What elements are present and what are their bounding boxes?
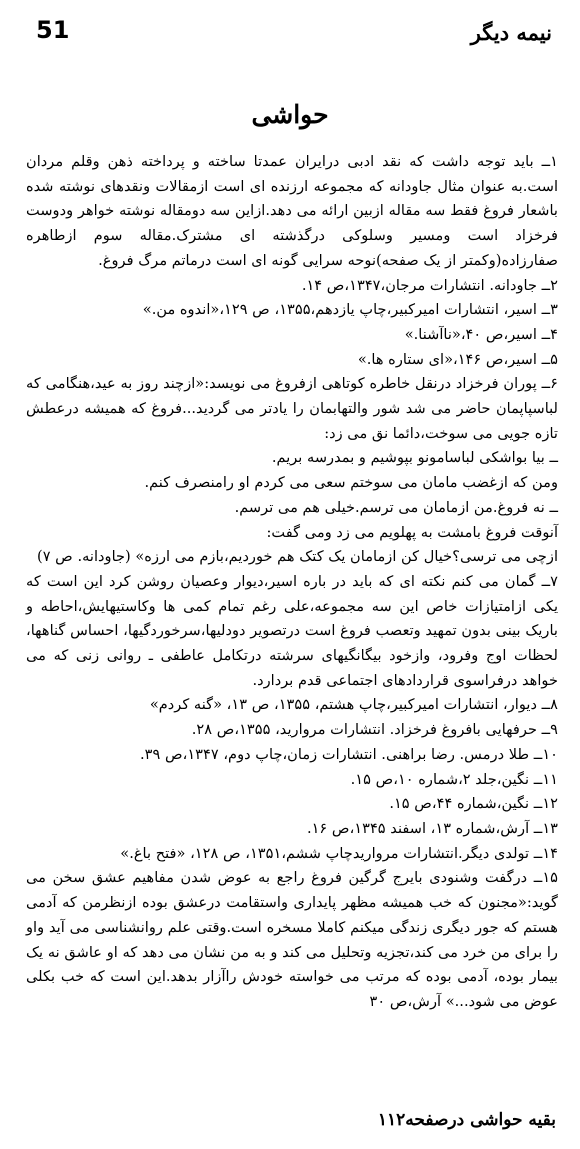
note-1: ۱ــ باید توجه داشت که نقد ادبی درایران عمدتا ساخته و پرداخته ذهن وقلم مردان است.به عنوان مثال جاودانه که مجموعه ارزنده ای است ازمقالات ونقدهای نوشته شده باشعار فروغ فقط سه مقاله ازبین ارائه می دهد.ازاین سه دومقاله نوشته خواهر ودوست فرخزاد است ومسیر وسلوکی درگذشته ای مشترک.مقاله سوم ازطاهره صفارزاده(وکمتر از یک صفحه)نوحه سرایی گونه ای است درماتم مرگ فروغ. — [26, 153, 558, 269]
note-11: ۱۱ــ نگین،جلد ۲،شماره ۱۰،ص ۱۵. — [350, 770, 558, 788]
note-14: ۱۴ــ تولدی دیگر.انتشارات مرواریدچاپ ششم،۱۳۵۱، ص ۱۲۸، «فتح باغ.» — [120, 844, 558, 862]
continuation-note: بقیه حواشی درصفحه۱۱۲ — [377, 1110, 556, 1130]
notes-list — [26, 150, 558, 1015]
note-6-dialogue-5: ازچی می ترسی؟خیال کن ازمامان یک کتک هم خوردیم،بازم می ارزه» (جاودانه. ص ۷) — [36, 548, 558, 566]
page-header — [28, 14, 556, 54]
note-3: ۳ــ اسیر، انتشارات امیرکبیر،چاپ یازدهم،۱۳۵۵، ص ۱۲۹،«اندوه من.» — [142, 301, 558, 319]
section-title: حواشی — [251, 100, 329, 129]
note-4: ۴ــ اسیر،ص ۴۰،«ناآشنا.» — [404, 325, 558, 343]
note-7: ۷ــ گمان می کنم نکته ای که باید در باره اسیر،دیوار وعصیان روشن کرد این است که یکی ازامتیازات خاص این سه مجموعه،علی رغم تمام کمی ها وکاستیهایش،احاطه و باریک بینی بدون تمهید وتعصب فروغ است درتصویر دودلیها،سرخوردگیها، احساس گناهها، لحظات اوج وفرود، وازخود بیگانگیهای سرشته درتکامل عاطفی ـ روانی زنی که می خواهد درفراسوی قراردادهای اجتماعی قدم بردارد. — [26, 572, 558, 689]
running-title: نیمه دیگر — [470, 20, 552, 45]
note-6-dialogue-3: ــ نه فروغ.من ازمامان می ترسم.خیلی هم می ترسم. — [234, 498, 558, 516]
note-10: ۱۰ــ طلا درمس. رضا براهنی. انتشارات زمان،چاپ دوم، ۱۳۴۷،ص ۳۹. — [140, 745, 558, 763]
note-12: ۱۲ــ نگین،شماره ۴۴،ص ۱۵. — [389, 795, 558, 813]
note-6: ۶ــ پوران فرخزاد درنقل خاطره کوتاهی ازفروغ می نویسد:«ازچند روز به عید،هنگامی که لباسپاپمان حاضر می شد شور والتهابمان را یادتر می گردید...فروغ که همیشه درعطش تازه جویی می سوخت،دائما نق می زد: — [26, 375, 558, 442]
note-6-dialogue-2: ومن که ازغضب مامان می سوختم سعی می کردم او رامنصرف کنم. — [144, 474, 558, 492]
note-6-dialogue-4: آنوقت فروغ بامشت به پهلویم می زد ومی گفت: — [266, 523, 558, 541]
page-number: 51 — [36, 16, 70, 44]
note-5: ۵ــ اسیر،ص ۱۴۶،«ای ستاره ها.» — [357, 350, 558, 368]
note-9: ۹ــ حرفهایی بافروغ فرخزاد. انتشارات مروارید، ۱۳۵۵،ص ۲۸. — [191, 721, 558, 739]
note-15: ۱۵ــ درگفت وشنودی بایرج گرگین فروغ راجع به عوض شدن مفاهیم عشق سخن می گوید:«مجنون که خب همیشه مظهر پایداری واستقامت درعشق بوده ازنظرمن که آدمی هستم که جور دیگری زندگی میکنم کاملا مسخره است.وقتی علم روانشناسی می آید واو را برای من خرد می کند،تجزیه وتحلیل می کند و به من نشان می دهد که او عاشق نه یک بیمار بوده، آدمی بوده که مرتب می خواسته خودش راآزار بدهد.این است که خب بکلی عوض می شود...» آرش،ص ۳۰ — [26, 869, 558, 1010]
note-8: ۸ــ دیوار، انتشارات امیرکبیر،چاپ هشتم، ۱۳۵۵، ص ۱۳، «گنه کردم» — [149, 696, 558, 714]
note-6-dialogue-1: ــ بیا بواشکی لباسامونو بپوشیم و بمدرسه بریم. — [271, 449, 558, 467]
note-13: ۱۳ــ آرش،شماره ۱۳، اسفند ۱۳۴۵،ص ۱۶. — [306, 819, 558, 837]
note-2: ۲ــ جاودانه. انتشارات مرجان،۱۳۴۷،ص ۱۴. — [301, 276, 558, 294]
